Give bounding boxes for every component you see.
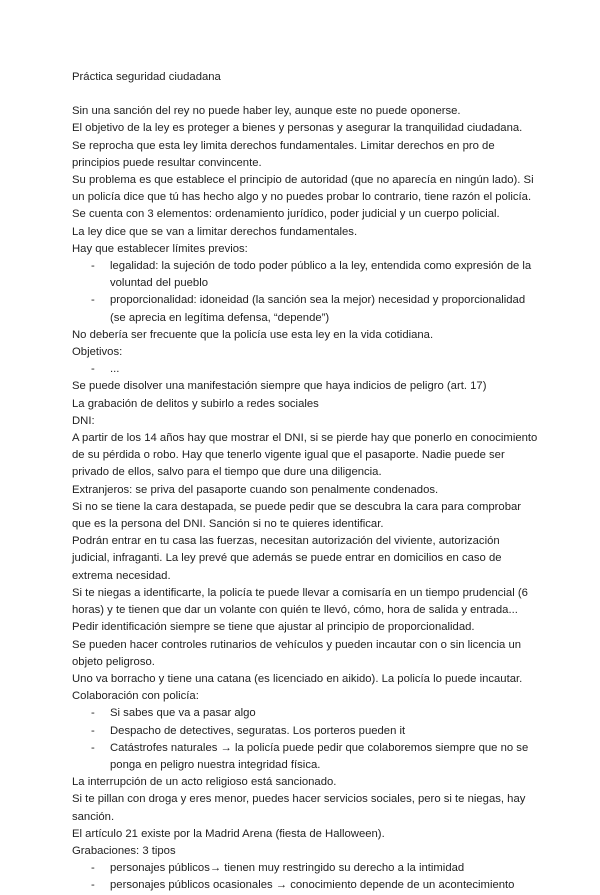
- paragraph: La interrupción de un acto religioso está sancionado.: [72, 776, 337, 789]
- paragraph: A partir de los 14 años hay que mostrar el DNI, si se pierde hay que ponerlo en conocimiento de su pérdida o robo. Hay que tenerlo vigente igual que el pasaporte. Nadie puede ser privado de ellos, salvo para el tiempo que dure una diligencia.: [72, 432, 538, 479]
- bullet-item: - personajes públicos→ tienen muy restringido su derecho a la intimidad: [72, 860, 540, 877]
- paragraph: Si te niegas a identificarte, la policía te puede llevar a comisaría en un tiempo prudencial (6 horas) y te tienen que dar un volante con quién te llevó, cómo, hora de salida y entrada...: [72, 586, 528, 617]
- paragraph: No debería ser frecuente que la policía use esta ley en la vida cotidiana.: [72, 328, 434, 341]
- paragraph: Su problema es que establece el principio de autoridad (que no aparecía en ningún lado). Si un policía dice que tú has hecho algo y no puedes probar lo contrario, tiene razón el policía.: [72, 174, 534, 204]
- paragraph: Se puede disolver una manifestación siempre que haya indicios de peligro (art. 17): [72, 380, 487, 393]
- paragraph: Se cuenta con 3 elementos: ordenamiento jurídico, poder judicial y un cuerpo policial.: [72, 208, 500, 221]
- bullet-item: - Si sabes que va a pasar algo: [72, 705, 540, 722]
- paragraph: Colaboración con policía:: [72, 690, 199, 703]
- bullet-item: - ...: [72, 361, 540, 378]
- paragraph: La ley dice que se van a limitar derechos fundamentales.: [72, 225, 358, 238]
- document-body: [72, 103, 540, 894]
- paragraph: Podrán entrar en tu casa las fuerzas, necesitan autorización del viviente, autorización judicial, infraganti. La ley prevé que además se puede entrar en domicilios en caso de extrema necesidad.: [72, 535, 502, 582]
- paragraph: El objetivo de la ley es proteger a bienes y personas y asegurar la tranquilidad ciudadana.: [72, 122, 523, 135]
- bullet-item: - personajes públicos ocasionales → conocimiento depende de un acontecimiento: [72, 877, 540, 894]
- paragraph: Uno va borracho y tiene una catana (es licenciado en aikido). La policía lo puede incautar.: [72, 672, 523, 685]
- paragraph: Hay que establecer límites previos:: [72, 242, 248, 255]
- paragraph: Extranjeros: se priva del pasaporte cuando son penalmente condenados.: [72, 483, 439, 496]
- paragraph: El artículo 21 existe por la Madrid Arena (fiesta de Halloween).: [72, 827, 385, 840]
- paragraph: Sin una sanción del rey no puede haber ley, aunque este no puede oponerse.: [72, 105, 461, 118]
- document-title: Práctica seguridad ciudadana: [72, 71, 221, 83]
- paragraph: Si te pillan con droga y eres menor, puedes hacer servicios sociales, pero si te niegas, hay sanción.: [72, 793, 526, 823]
- paragraph: Pedir identificación siempre se tiene que ajustar al principio de proporcionalidad.: [72, 621, 475, 634]
- paragraph: DNI:: [72, 414, 95, 427]
- paragraph: Grabaciones: 3 tipos: [72, 844, 176, 857]
- bullet-item: - Catástrofes naturales → la policía puede pedir que colaboremos siempre que no se ponga en peligro nuestra integridad física.: [72, 740, 540, 774]
- bullet-item: - Despacho de detectives, seguratas. Los porteros pueden it: [72, 723, 540, 740]
- paragraph: Se reprocha que esta ley limita derechos fundamentales. Limitar derechos en pro de principios puede resultar convincente.: [72, 139, 495, 169]
- paragraph: Se pueden hacer controles rutinarios de vehículos y pueden incautar con o sin licencia un objeto peligroso.: [72, 638, 522, 668]
- bullet-item: - legalidad: la sujeción de todo poder público a la ley, entendida como expresión de la voluntad del pueblo: [72, 258, 540, 292]
- paragraph: Objetivos:: [72, 346, 123, 359]
- paragraph: Si no se tiene la cara destapada, se puede pedir que se descubra la cara para comprobar que es la persona del DNI. Sanción si no te quieres identificar.: [72, 500, 522, 531]
- bullet-item: - proporcionalidad: idoneidad (la sanción sea la mejor) necesidad y proporcionalidad (se aprecia en legítima defensa, “depende”): [72, 292, 540, 326]
- paragraph: La grabación de delitos y subirlo a redes sociales: [72, 397, 319, 410]
